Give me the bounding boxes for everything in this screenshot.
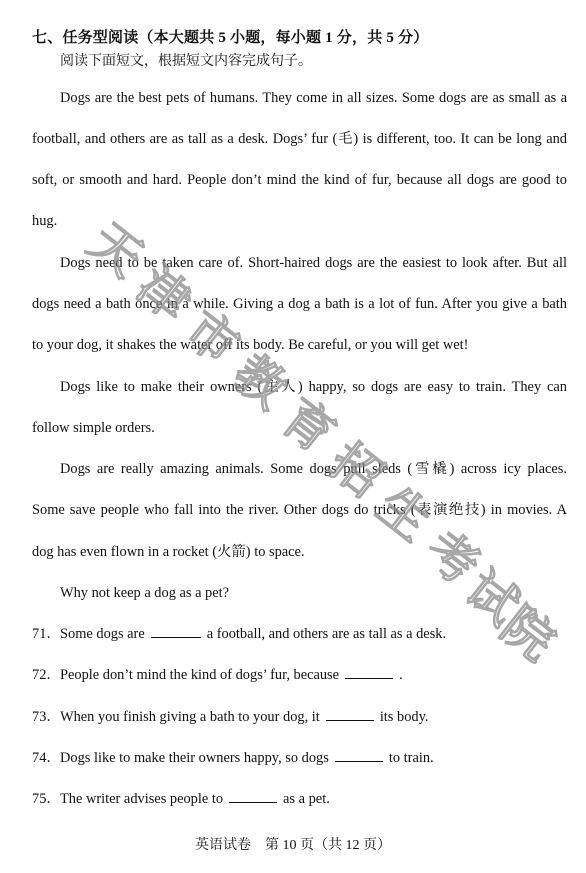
passage-line: Dogs need to be taken care of. Short-haired dogs are the easiest to look after. But all — [60, 255, 567, 271]
question-number: 72． — [32, 667, 61, 683]
question-75 — [32, 790, 330, 808]
passage-line: follow simple orders. — [32, 420, 155, 436]
watermark-char: 育 — [270, 387, 346, 465]
page-footer: 英语试卷 第 10 页（共 12 页） — [195, 838, 391, 853]
question-text: its body. — [379, 709, 429, 725]
watermark-char: 津 — [126, 255, 202, 333]
watermark-char: 考 — [414, 519, 490, 597]
question-number: 74． — [32, 750, 61, 766]
question-text: The writer advises people to — [60, 791, 224, 807]
question-73 — [32, 708, 428, 726]
watermark-char: 生 — [366, 475, 442, 553]
passage-line: dogs need a bath once in a while. Giving a dog a bath is a lot of fun. After you give a bath — [32, 296, 567, 312]
watermark-char: 院 — [490, 595, 566, 673]
question-number: 75． — [32, 791, 61, 807]
passage-line: Some save people who fall into the river. Other dogs do tricks (表演绝技) in movies. A — [32, 502, 567, 518]
passage-line: dog has even flown in a rocket (火箭) to space. — [32, 544, 305, 560]
question-text: . — [399, 667, 403, 683]
passage-line: football, and others are as tall as a desk. Dogs’ fur (毛) is different, too. It can be long and — [32, 131, 567, 147]
passage-line: Why not keep a dog as a pet? — [60, 585, 230, 601]
question-text: Dogs like to make their owners happy, so dogs — [60, 750, 329, 766]
question-number: 71． — [32, 626, 61, 642]
answer-blank[interactable] — [151, 625, 201, 638]
question-text: to train. — [388, 750, 434, 766]
question-text: People don’t mind the kind of dogs’ fur, because — [60, 667, 340, 683]
answer-blank[interactable] — [229, 790, 277, 803]
watermark-text — [79, 212, 566, 672]
watermark-char: 市 — [174, 299, 250, 377]
passage-line: hug. — [32, 213, 58, 229]
watermark-char: 招 — [318, 431, 394, 509]
question-71 — [32, 625, 446, 643]
question-text: When you finish giving a bath to your dog, it — [60, 709, 320, 725]
answer-blank[interactable] — [326, 708, 374, 721]
passage-line: Dogs are really amazing animals. Some dogs pull sleds (雪橇) across icy places. — [60, 461, 567, 477]
passage-line: Dogs like to make their owners (主人) happy, so dogs are easy to train. They can — [60, 379, 567, 395]
question-74 — [32, 749, 434, 767]
passage-line: Dogs are the best pets of humans. They come in all sizes. Some dogs are as small as a — [60, 90, 567, 106]
question-72 — [32, 666, 403, 684]
answer-blank[interactable] — [335, 749, 383, 762]
question-text: Some dogs are — [60, 626, 145, 642]
section-title: 七、任务型阅读（本大题共 5 小题，每小题 1 分，共 5 分） — [32, 30, 429, 46]
passage-line: soft, or smooth and hard. People don’t mind the kind of fur, because all dogs are good to — [32, 172, 567, 188]
watermark-char: 教 — [222, 343, 298, 421]
question-number: 73． — [32, 709, 61, 725]
watermark-char: 天 — [78, 211, 154, 289]
question-text: as a pet. — [283, 791, 330, 807]
watermark-char: 试 — [454, 559, 530, 637]
question-text: a football, and others are as tall as a desk. — [206, 626, 447, 642]
answer-blank[interactable] — [345, 666, 393, 679]
instruction: 阅读下面短文，根据短文内容完成句子。 — [60, 54, 312, 69]
passage-line: to your dog, it shakes the water off its body. Be careful, or you will get wet! — [32, 337, 469, 353]
